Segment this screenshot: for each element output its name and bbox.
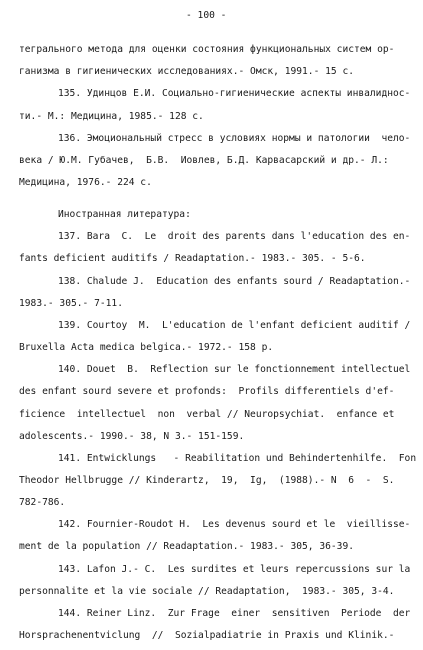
text-line: ment de la population // Readaptation.- 1983.- 305, 36-39. [19,541,355,553]
text-line: Медицина, 1976.- 224 с. [19,176,152,188]
text-line: ти.- М.: Медицина, 1985.- 128 с. [19,110,204,122]
page-number: - 100 - [186,10,227,21]
text-line: 136. Эмоциональный стресс в условиях нормы и патологии чело- [58,132,411,144]
text-line: Bruxella Acta medica belgica.- 1972.- 158 p. [19,342,274,353]
text-line: тегрального метода для оценки состояния функциональных систем ор- [19,44,395,55]
text-line: 141. Entwicklungs - Reabilitation und Behindertenhilfe. Fon [58,452,417,464]
text-line: 1983.- 305.- 7-11. [19,297,123,309]
text-line: personnalite et la vie sociale // Readaptation, 1983.- 305, 3-4. [19,585,395,597]
text-line: 144. Reiner Linz. Zur Frage einer sensitiven Periode der [58,607,411,619]
text-line: Horsprachenentviclung // Sozialpadiatrie in Praxis und Klinik.- [19,630,395,641]
text-line: ганизма в гигиенических исследованиях.- Омск, 1991.- 15 с. [19,66,355,78]
text-line: 143. Lafon J.- C. Les surdites et leurs repercussions sur la [58,563,411,575]
section-heading: Иностранная литература: [58,209,191,221]
text-line: 138. Chalude J. Education des enfants sourd / Readaptation.- [58,275,411,287]
text-line: fants deficient auditifs / Readaptation.- 1983.- 305. - 5-6. [19,253,366,265]
text-line: 135. Удинцов Е.И. Социально-гигиенические аспекты инвалиднос- [58,88,411,100]
text-line: 140. Douet B. Reflection sur le fonctionnement intellectuel [58,364,411,376]
text-line: adolescents.- 1990.- 38, N 3.- 151-159. [19,430,245,442]
text-line: века / Ю.М. Губачев, Б.В. Иовлев, Б.Д. Карвасарский и др.- Л.: [19,154,389,166]
text-line: 142. Fournier-Roudot H. Les devenus sourd et le vieillisse- [58,519,411,531]
text-line: 782-786. [19,497,66,509]
text-line: des enfant sourd severe et profonds: Profils differentiels d'ef- [19,386,395,398]
text-line: 137. Bara C. Le droit des parents dans l'education des en- [58,231,411,243]
text-line: 139. Courtoy M. L'education de l'enfant deficient auditif / [58,319,411,331]
text-line: Theodor Hellbrugge // Kinderartz, 19, Ig, (1988).- N 6 - S. [19,474,395,486]
text-line: ficience intellectuel non verbal // Neuropsychiat. enfance et [19,408,395,420]
